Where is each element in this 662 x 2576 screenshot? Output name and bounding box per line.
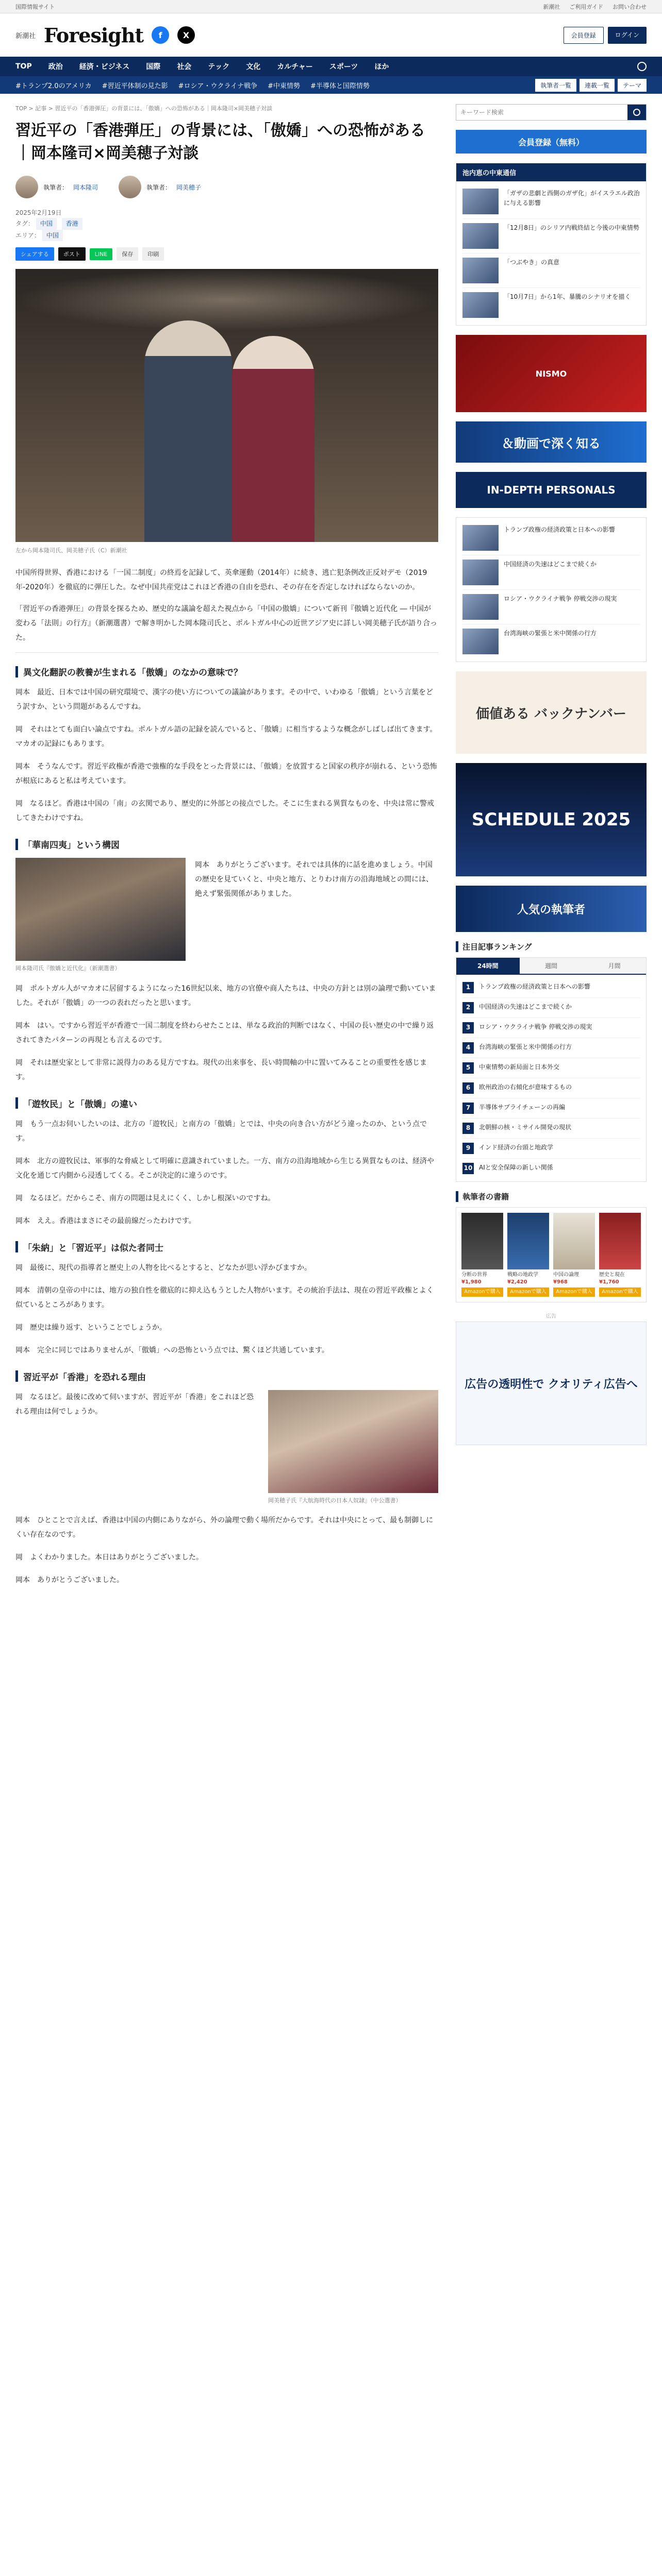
list-item[interactable]: トランプ政権の経済政策と日本への影響: [462, 521, 640, 555]
author-card[interactable]: [15, 176, 98, 198]
divider: [15, 652, 438, 653]
news-list-box: [456, 517, 647, 662]
author-role: 執筆者：: [146, 183, 172, 191]
utility-link-shinchosha[interactable]: 新潮社: [543, 3, 560, 10]
buy-button[interactable]: Amazonで購入: [553, 1287, 595, 1297]
author-role: 執筆者：: [43, 183, 69, 191]
lede-paragraph: 「習近平の香港弾圧」の背景を探るため、歴史的な議論を超えた視点から「中国の傲嬌」について新刊『傲嬌と近代化 ― 中国が変わる「法則」の行方』（新潮選書）で解き明かした岡本隆司氏と、ポルトガル中心の近世アジア史に詳しい岡美穂子氏が語り合った。: [15, 605, 438, 642]
inline-figure: [15, 858, 186, 973]
in-depth-banner[interactable]: IN-DEPTH PERSONALS: [456, 472, 647, 508]
paragraph: 岡本 ええ。香港はまさにその最前線だったわけです。: [15, 1216, 196, 1225]
nav-more[interactable]: ほか: [374, 63, 389, 71]
ranking-item[interactable]: 8 北朝鮮の核・ミサイル開発の現状: [462, 1118, 640, 1139]
article-tag[interactable]: 中国: [36, 218, 57, 229]
video-banner[interactable]: ＆動画で深く知る: [456, 421, 647, 463]
author-name[interactable]: 岡本隆司: [73, 183, 98, 191]
back-number-banner[interactable]: 価値ある バックナンバー: [456, 671, 647, 754]
paragraph: 岡本 はい。ですから習近平が香港で一国二制度を終わらせたことは、単なる政治的判断ではなく、中国の長い歴史の中で繰り返されてきたパターンの再現とも言えるのです。: [15, 1021, 434, 1044]
books-title: 執筆者の書籍: [456, 1191, 647, 1202]
article-tag[interactable]: 香港: [62, 218, 82, 229]
paragraph: 岡 なるほど。香港は中国の「南」の玄関であり、歴史的に外部との接点でした。そこに生まれる異質なものを、中央は常に警戒してきたわけですね。: [15, 800, 434, 823]
utility-links: [543, 3, 647, 11]
line-share-button[interactable]: LINE: [90, 248, 113, 260]
sidebar: [456, 104, 647, 1616]
tags-label: タグ：: [15, 220, 35, 228]
paragraph: 岡本 北方の遊牧民は、軍事的な脅威として明確に意識されていました。一方、南方の沿海地域から生じる異質なものは、経済や文化を通じて内側から浸透してくる。そこが決定的に違うのです。: [15, 1157, 434, 1180]
nav-pop-culture[interactable]: カルチャー: [277, 63, 313, 71]
ranking-title: 注目記事ランキング: [456, 941, 647, 952]
topic-tag[interactable]: #習近平体制の見た影: [102, 82, 168, 90]
topic-tags-bar: [0, 76, 662, 94]
ranking-item[interactable]: 7 半導体サプライチェーンの再編: [462, 1098, 640, 1118]
article-main: [15, 104, 438, 1616]
paragraph: 岡 それはとても面白い論点ですね。ポルトガル語の記録を読んでいると、「傲嬌」に相当するような概念がしばしば出てきます。マカオの記録にもあります。: [15, 725, 437, 749]
paragraph: 岡 よくわかりました。本日はありがとうございました。: [15, 1553, 203, 1562]
paragraph: 岡 ポルトガル人がマカオに居留するようになった16世紀以来、地方の官僚や商人たちは、中央の方針とは別の論理で動いていました。それが「傲嬌」の一つの表れだったと思います。: [15, 984, 436, 1007]
tab-weekly[interactable]: 週間: [520, 958, 583, 974]
tab-monthly[interactable]: 月間: [583, 958, 646, 974]
topic-tag[interactable]: #中東情勢: [268, 82, 300, 90]
book-item[interactable]: 歴史と現在 ¥1,760 Amazonで購入: [599, 1213, 641, 1297]
figure-caption: 岡本隆司氏『傲嬌と近代化』（新潮選書）: [15, 965, 121, 972]
publisher-name: 新潮社: [15, 32, 36, 40]
search-input[interactable]: [456, 105, 627, 120]
ranking-tabs: [456, 958, 646, 975]
ad-banner[interactable]: 広告の透明性で クオリティ広告へ: [456, 1321, 647, 1445]
login-button[interactable]: ログイン: [608, 27, 647, 44]
nav-top[interactable]: TOP: [15, 62, 32, 71]
nav-international[interactable]: 国際: [146, 63, 161, 71]
ranking-item[interactable]: 1 トランプ政権の経済政策と日本への影響: [462, 978, 640, 998]
sidebar-search: [456, 104, 647, 121]
ranking-box: [456, 957, 647, 1182]
paragraph: 岡本 ありがとうございました。: [15, 1576, 124, 1585]
book-cover: [461, 1213, 503, 1269]
facebook-share-button[interactable]: シェアする: [15, 247, 54, 261]
featured-series-title[interactable]: 池内恵の中東通信: [456, 163, 646, 181]
section-heading: 異文化翻訳の教養が生まれる「傲嬌」のなかの意味で？: [15, 665, 438, 678]
x-icon[interactable]: X: [177, 26, 195, 44]
inline-figure: [268, 1390, 438, 1505]
breadcrumb[interactable]: TOP > 記事 > 習近平の「香港弾圧」の背景には、「傲嬌」への恐怖がある｜岡本隆司×岡美穂子対談: [15, 105, 273, 112]
figure-row: [15, 1390, 438, 1505]
books-box: [456, 1207, 647, 1302]
nav-economy[interactable]: 経済・ビジネス: [79, 63, 130, 71]
section-heading: 習近平が「香港」を恐れる理由: [15, 1370, 438, 1383]
book-cover: [507, 1213, 549, 1269]
ad-label: 広告: [546, 1314, 556, 1319]
ranking-item[interactable]: 3 ロシア・ウクライナ戦争 停戦交渉の現実: [462, 1018, 640, 1038]
paragraph: 岡 それは歴史家として非常に説得力のある見方ですね。現代の出来事を、長い時間軸の中に置いてみることの重要性を感じます。: [15, 1058, 427, 1081]
search-icon: [633, 109, 640, 116]
nav-tech[interactable]: テック: [208, 63, 230, 71]
hero-caption: 左から岡本隆司氏、岡美穂子氏（C）新潮社: [15, 547, 127, 554]
section-heading: 「朱納」と「習近平」は似た者同士: [15, 1241, 438, 1253]
avatar: [15, 176, 38, 198]
nav-politics[interactable]: 政治: [48, 63, 63, 71]
register-button[interactable]: 会員登録: [564, 27, 604, 44]
nav-society[interactable]: 社会: [177, 63, 192, 71]
portrait-woman: [232, 336, 315, 542]
list-item[interactable]: ロシア・ウクライナ戦争 停戦交渉の現実: [462, 590, 640, 624]
print-button[interactable]: 印刷: [142, 247, 164, 261]
ranking-item[interactable]: 4 台湾海峡の緊張と米中関係の行方: [462, 1038, 640, 1058]
site-logo[interactable]: Foresight: [44, 23, 144, 47]
portrait-photo: [15, 858, 186, 961]
list-item[interactable]: 台湾海峡の緊張と米中関係の行方: [462, 624, 640, 658]
portrait-man: [144, 320, 232, 542]
paragraph: 岡 最後に、現代の指導者と歴史上の人物を比べるとすると、どなたが思い浮かびますか。: [15, 1263, 311, 1272]
site-tagline: 国際情報サイト: [15, 3, 55, 10]
popular-authors-banner[interactable]: 人気の執筆者: [456, 886, 647, 932]
list-item[interactable]: 「つぶやき」の真意: [462, 253, 640, 288]
themes-button[interactable]: テーマ: [618, 79, 647, 92]
paragraph: 岡 歴史は繰り返す、ということでしょうか。: [15, 1323, 167, 1332]
list-item[interactable]: 「10月7日」から1年、暴騰のシナリオを描く: [462, 288, 640, 322]
nav-culture[interactable]: 文化: [246, 63, 261, 71]
promo-banner[interactable]: NISMO: [456, 335, 647, 412]
schedule-banner[interactable]: SCHEDULE 2025: [456, 763, 647, 876]
paragraph: 岡本 清朝の皇帝の中には、地方の独自性を徹底的に抑え込もうとした人物がいます。その統治手法は、現在の習近平政権とよく似ているところがあります。: [15, 1286, 434, 1309]
list-item[interactable]: 「ガザの悲劇と西側のガザ化」がイスラエル政治に与える影響: [462, 184, 640, 219]
buy-button[interactable]: Amazonで購入: [507, 1287, 549, 1297]
featured-series-box: [456, 163, 647, 326]
figure-row: [15, 858, 438, 973]
article-area[interactable]: 中国: [42, 230, 63, 241]
list-item[interactable]: 「12月8日」のシリア内戦終結と今後の中東情勢: [462, 219, 640, 253]
bookmark-button[interactable]: 保存: [117, 247, 138, 261]
buy-button[interactable]: Amazonで購入: [599, 1287, 641, 1297]
ranking-item[interactable]: 10 AIと安全保障の新しい関係: [462, 1159, 640, 1178]
figure-caption: 岡美穂子氏『大航海時代の日本人奴隷』（中公選書）: [268, 1497, 402, 1504]
facebook-icon[interactable]: f: [152, 26, 169, 44]
topic-tag[interactable]: #ロシア・ウクライナ戦争: [178, 82, 258, 90]
free-registration-banner[interactable]: 会員登録（無料）: [456, 130, 647, 154]
book-item[interactable]: 分断の世界 ¥1,980 Amazonで購入: [461, 1213, 503, 1297]
ranking-item[interactable]: 6 欧州政治の右傾化が意味するもの: [462, 1078, 640, 1098]
brand-bar: [0, 13, 662, 57]
author-card[interactable]: [119, 176, 201, 198]
ranking-item[interactable]: 5 中東情勢の新局面と日本外交: [462, 1058, 640, 1078]
nav-sports[interactable]: スポーツ: [329, 63, 358, 71]
section-heading: 「華南四夷」という構図: [15, 838, 438, 851]
portrait-photo: [268, 1390, 438, 1493]
search-button[interactable]: [627, 105, 646, 120]
topic-tag[interactable]: #トランプ2.0のアメリカ: [15, 82, 92, 90]
section-heading: 「遊牧民」と「傲嬌」の違い: [15, 1097, 438, 1110]
top-utility-bar: [0, 0, 662, 13]
utility-link-contact[interactable]: お問い合わせ: [613, 3, 647, 10]
paragraph: 岡本 そうなんです。習近平政権が香港で強権的な手段をとった背景には、「傲嬌」を放置すると国家の秩序が崩れる、という恐怖が根底にあると私は考えています。: [15, 762, 437, 786]
paragraph: 岡 なるほど。最後に改めて伺いますが、習近平が「香港」をこれほど恐れる理由は何でしょうか。: [15, 1393, 254, 1416]
search-icon[interactable]: [637, 62, 647, 71]
x-share-button[interactable]: ポスト: [58, 247, 86, 261]
book-cover: [599, 1213, 641, 1269]
hero-photo: [15, 269, 438, 542]
book-item[interactable]: 中国の論理 ¥968 Amazonで購入: [553, 1213, 595, 1297]
avatar: [119, 176, 141, 198]
buy-button[interactable]: Amazonで購入: [461, 1287, 503, 1297]
tab-24h[interactable]: 24時間: [456, 958, 520, 974]
ranking-item[interactable]: 2 中国経済の失速はどこまで続くか: [462, 998, 640, 1018]
share-bar: [15, 247, 438, 261]
paragraph: 岡本 ひとことで言えば、香港は中国の内側にありながら、外の論理で動く場所だからです。それは中央にとって、最も制御しにくい存在なのです。: [15, 1516, 434, 1539]
authors-list-button[interactable]: 執筆者一覧: [535, 79, 576, 92]
paragraph: 岡本 最近、日本では中国の研究環境で、漢字の使い方についての議論があります。その中で、いわゆる「傲嬌」という言葉をどう訳すか、という問題があるんですね。: [15, 688, 434, 711]
book-cover: [553, 1213, 595, 1269]
series-list-button[interactable]: 連載一覧: [580, 79, 615, 92]
author-name[interactable]: 岡美穂子: [176, 183, 202, 191]
book-item[interactable]: 戦略の地政学 ¥2,420 Amazonで購入: [507, 1213, 549, 1297]
lede-paragraph: 中国所得世界、香港における「一国二制度」の終焉を記録して、英傘運動（2014年）に続き、逃亡犯条例改正反対デモ（2019年-2020年）を徹底的に弾圧した。なぜ中国共産党はこれほど香港の自由を恐れ、その存在を否定しなければならないのか。: [15, 569, 427, 592]
main-nav: [0, 57, 662, 76]
article-title: 習近平の「香港弾圧」の背景には、「傲嬌」への恐怖がある｜岡本隆司×岡美穂子対談: [15, 122, 425, 162]
topic-tag[interactable]: #半導体と国際情勢: [310, 82, 370, 90]
paragraph: 岡本 ありがとうございます。それでは具体的に話を進めましょう。中国の歴史を見ていくと、中央と地方、とりわけ南方の沿海地域との間には、絶えず緊張関係がありました。: [195, 861, 433, 899]
area-label: エリア：: [15, 231, 41, 239]
author-list: [15, 176, 438, 198]
utility-link-guide[interactable]: ご利用ガイド: [569, 3, 603, 10]
ranking-item[interactable]: 9 インド経済の台頭と地政学: [462, 1139, 640, 1159]
publish-date: 2025年2月19日: [15, 209, 62, 216]
paragraph: 岡 なるほど。だからこそ、南方の問題は見えにくく、しかし根深いのですね。: [15, 1194, 275, 1202]
article-meta: [15, 208, 438, 241]
list-item[interactable]: 中国経済の失速はどこまで続くか: [462, 555, 640, 590]
paragraph: 岡本 完全に同じではありませんが、「傲嬌」への恐怖という点では、驚くほど共通しています。: [15, 1346, 329, 1354]
paragraph: 岡 もう一点お伺いしたいのは、北方の「遊牧民」と南方の「傲嬌」とでは、中央の向き合い方がどう違ったのか、という点です。: [15, 1120, 427, 1143]
